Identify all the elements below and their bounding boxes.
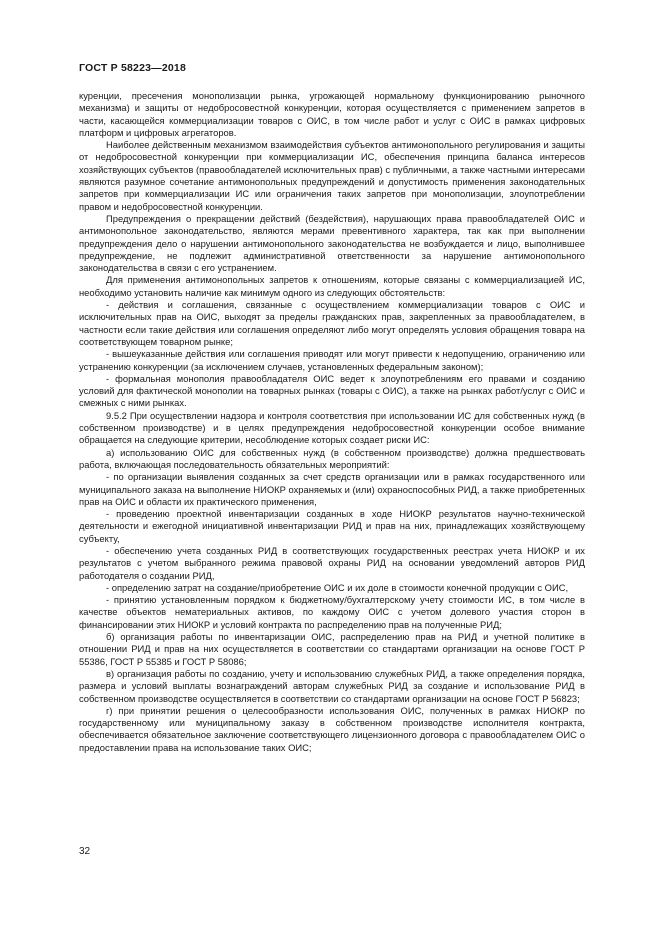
paragraph: Предупреждения о прекращении действий (бездействия), нарушающих права правообладателей ОИС и антимонопольное законодательство, являются мерами превентивного характера, так как при выполнении предупреждения дело о нарушении антимонопольного законодательства не возбуждается и лицо, выполнившее предупреждение, не подлежит административной ответственности за нарушение антимонопольного законодательства в связи с его устранением. (79, 212, 585, 274)
list-item: - вышеуказанные действия или соглашения приводят или могут привести к недопущению, ограничению или устранению конкуренции (за исключением случаев, установленных федеральным законом); (79, 348, 585, 372)
list-item: в) организация работы по созданию, учету и использованию служебных РИД, а также определения порядка, размера и условий выплаты вознаграждений авторам служебных РИД за создание и использование РИД в собственном производстве осуществляется в соответствии со стандартами организации на основе ГОСТ Р 56823; (79, 667, 585, 704)
list-item: - формальная монополия правообладателя ОИС ведет к злоупотреблениям его правами и созданию условий для фактической монополии на товарных рынках (товары с ОИС), а также на рынках работ/услуг с ОИС и смежных с ними рынках. (79, 372, 585, 409)
paragraph: куренции, пресечения монополизации рынка, угрожающей нормальному функционированию рыночного механизма) и защиты от недобросовестной конкуренции, которая осуществляется с применением запретов в части, касающейся коммерциализации товаров с ОИС, в том числе работ и услуг с ОИС в рамках цифровых платформ и цифровых агрегаторов. (79, 90, 585, 138)
list-item: - проведению проектной инвентаризации созданных в ходе НИОКР результатов научно-технической деятельности и ежегодной инициативной инвентаризации РИД и прав на них, принадлежащих хозяйствующему субъекту, (79, 508, 585, 544)
page-header: ГОСТ Р 58223—2018 (79, 62, 187, 74)
list-item: - действия и соглашения, связанные с осуществлением коммерциализации товаров с ОИС и исключительных прав на ОИС, выходят за пределы гражданских прав, закрепленных за правообладателем, в частности если такие действия или соглашения определяют либо могут определять условия обращения товара на соответствующем товарном рынке; (79, 299, 585, 347)
list-item: г) при принятии решения о целесообразности использования ОИС, полученных в рамках НИОКР по государственному или муниципальному заказу в собственном производстве исполнителя контракта, обеспечивается обязательное заключение соответствующего лицензионного договора с правообладателем ОИС о предоставлении права на использование таких ОИС; (79, 704, 585, 753)
paragraph: Для применения антимонопольных запретов к отношениям, которые связаны с коммерциализацией ИС, необходимо установить наличие как минимум одного из следующих обстоятельств: (79, 274, 585, 298)
paragraph: Наиболее действенным механизмом взаимодействия субъектов антимонопольного регулирования и защиты от недобросовестной конкуренции при коммерциализации ИС, обеспечения принципа баланса интересов хозяйствующих субъектов (правообладателей исключительных прав) с публичными, а также частными интересами являются разумное сочетание антимонопольных предупреждений и допустимость применения законодательных запретов при коммерциализации ИС или ограничения таких запретов при монополизации, злоупотреблении правом и недобросовестной конкуренции. (79, 139, 585, 212)
paragraph: 9.5.2 При осуществлении надзора и контроля соответствия при использовании ИС для собственных нужд (в собственном производстве) и в целях предупреждения недобросовестной конкуренции особое внимание обращается на следующие критерии, несоблюдение которых создает риски ИС: (79, 409, 585, 446)
list-item: б) организация работы по инвентаризации ОИС, распределению прав на РИД и учетной политике в отношении РИД и прав на них осуществляется в соответствии со стандартами организации на основе ГОСТ Р 55386, ГОСТ Р 55385 и ГОСТ Р 58086; (79, 631, 585, 667)
body-text (79, 90, 585, 754)
page-number: 32 (79, 846, 91, 857)
list-item: - обеспечению учета созданных РИД в соответствующих государственных реестрах учета НИОКР и их результатов с учетом выбранного режима правовой охраны РИД на основании уведомлений авторов РИД работодателя о создании РИД, (79, 544, 585, 581)
list-item: - принятию установленным порядком к бюджетному/бухгалтерскому учету стоимости ИС, в том числе в качестве объектов нематериальных активов, по каждому ОИС с учетом долевого участия сторон в финансировании этих НИОКР и условий контракта по распределению прав на полученные РИД; (79, 594, 585, 630)
list-item: а) использованию ОИС для собственных нужд (в собственном производстве) должна предшествовать работа, включающая последовательность обязательных мероприятий: (79, 446, 585, 470)
list-item: - по организации выявления созданных за счет средств организации или в рамках государственного или муниципального заказа на выполнение НИОКР охраняемых и (или) охраноспособных РИД, а также приобретенных прав на ОИС и области их практического применения, (79, 471, 585, 507)
list-item: - определению затрат на создание/приобретение ОИС и их доле в стоимости конечной продукции с ОИС, (106, 581, 569, 593)
